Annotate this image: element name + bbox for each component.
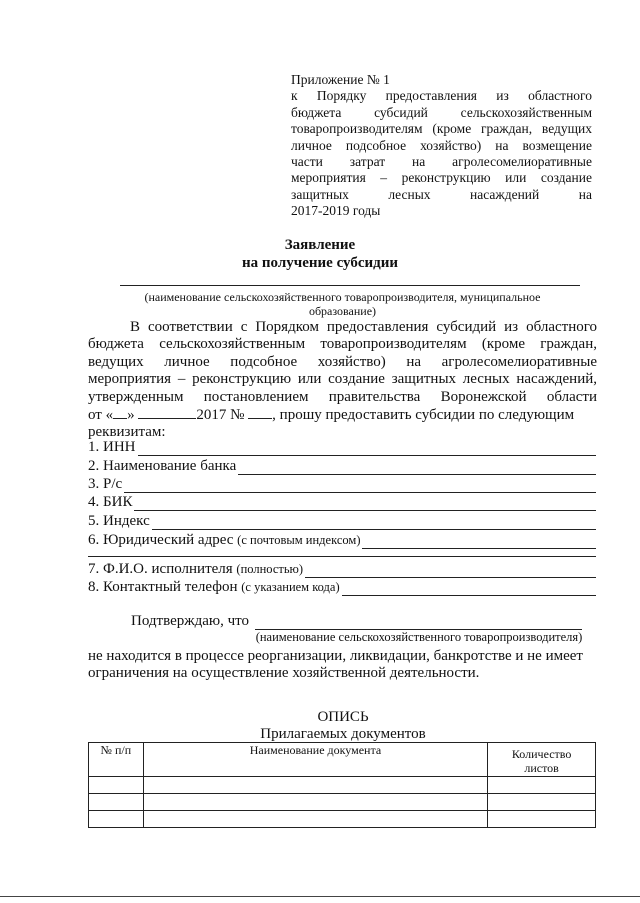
table-cell[interactable] bbox=[488, 811, 596, 828]
confirm-text-line: ограничения на осуществление хозяйственной деятельности. bbox=[88, 665, 480, 682]
applicant-caption bbox=[88, 290, 597, 318]
field-index-label: 5. Индекс bbox=[88, 513, 150, 529]
confirm-lead: Подтверждаю, что bbox=[131, 613, 250, 629]
inventory-header-row bbox=[89, 743, 596, 777]
field-bank-name-line[interactable] bbox=[238, 461, 596, 475]
field-legal-address-note: (с почтовым индексом) bbox=[237, 533, 361, 547]
col-count-header-line: листов bbox=[524, 761, 559, 775]
appendix-text-line: личное подсобное хозяйство) на возмещение bbox=[291, 137, 592, 153]
field-account-label: 3. Р/с bbox=[88, 476, 123, 492]
request-paragraph bbox=[88, 319, 597, 442]
paragraph-line: бюджета сельскохозяйственным товаропроизводителям (кроме граждан, bbox=[88, 336, 597, 353]
col-name-header: Наименование документа bbox=[143, 743, 487, 777]
confirm-text bbox=[88, 648, 597, 683]
date-close-quote: » bbox=[127, 407, 135, 424]
day-blank[interactable] bbox=[113, 406, 127, 419]
paragraph-line: реквизитам: bbox=[88, 424, 166, 441]
applicant-caption-line: образование) bbox=[308, 304, 377, 318]
field-executor-name[interactable] bbox=[88, 561, 596, 578]
field-inn-line[interactable] bbox=[138, 442, 597, 456]
decree-number-blank[interactable] bbox=[248, 406, 272, 419]
confirm-producer-line[interactable] bbox=[255, 616, 582, 630]
appendix-text-line: мероприятия – реконструкцию или создание bbox=[291, 170, 592, 186]
table-cell[interactable] bbox=[143, 794, 487, 811]
appendix-text-line: к Порядку предоставления из областного bbox=[291, 88, 592, 104]
table-cell[interactable] bbox=[89, 811, 144, 828]
paragraph-line: мероприятия – реконструкцию или создание защитных лесных насаждений, bbox=[88, 371, 597, 388]
field-index[interactable] bbox=[88, 513, 596, 530]
table-cell[interactable] bbox=[488, 794, 596, 811]
field-bik[interactable] bbox=[88, 494, 596, 511]
paragraph-line-date bbox=[88, 406, 597, 424]
inventory-title: ОПИСЬ bbox=[317, 709, 369, 725]
col-count-header bbox=[488, 743, 596, 777]
confirm-text-line: не находится в процессе реорганизации, ликвидации, банкротстве и не имеет bbox=[88, 648, 583, 664]
month-blank[interactable] bbox=[138, 406, 196, 419]
table-row[interactable] bbox=[89, 794, 596, 811]
col-number-header: № п/п bbox=[89, 743, 144, 777]
document-subtitle: на получение субсидии bbox=[242, 255, 398, 271]
paragraph-line-end: , прошу предоставить субсидии по следующим bbox=[272, 407, 575, 424]
paragraph-line: утвержденным постановлением правительства Воронежской области bbox=[88, 388, 597, 405]
table-cell[interactable] bbox=[89, 777, 144, 794]
field-bank-name[interactable] bbox=[88, 458, 596, 475]
field-bik-label: 4. БИК bbox=[88, 494, 133, 510]
field-phone-label: 8. Контактный телефон bbox=[88, 579, 238, 595]
field-legal-address-extra-line[interactable] bbox=[88, 546, 596, 557]
appendix-text-line: бюджета субсидий сельскохозяйственным bbox=[291, 104, 592, 120]
appendix-number: Приложение № 1 bbox=[291, 72, 390, 87]
field-inn[interactable] bbox=[88, 439, 596, 456]
table-row[interactable] bbox=[89, 777, 596, 794]
field-executor-name-label: 7. Ф.И.О. исполнителя bbox=[88, 561, 233, 577]
field-legal-address-label: 6. Юридический адрес bbox=[88, 532, 234, 548]
field-executor-name-note: (полностью) bbox=[236, 562, 304, 576]
table-cell[interactable] bbox=[143, 811, 487, 828]
field-executor-name-line[interactable] bbox=[305, 564, 596, 578]
field-phone-line[interactable] bbox=[342, 582, 596, 596]
field-phone-note: (с указанием кода) bbox=[241, 580, 340, 594]
paragraph-line: В соответствии с Порядком предоставления субсидий из областного bbox=[130, 319, 597, 335]
inventory-table bbox=[88, 742, 596, 828]
table-cell[interactable] bbox=[89, 794, 144, 811]
appendix-years: 2017-2019 годы bbox=[291, 203, 381, 219]
document-title: Заявление bbox=[284, 237, 356, 253]
field-phone[interactable] bbox=[88, 579, 596, 596]
confirm-line bbox=[131, 613, 597, 630]
date-open-quote: от « bbox=[88, 407, 114, 424]
year-number-label: 2017 № bbox=[196, 407, 245, 424]
field-bik-line[interactable] bbox=[134, 497, 596, 511]
applicant-caption-line: (наименование сельскохозяйственного товаропроизводителя, муниципальное bbox=[144, 290, 541, 304]
field-index-line[interactable] bbox=[152, 516, 596, 530]
confirm-caption: (наименование сельскохозяйственного товаропроизводителя) bbox=[255, 630, 583, 644]
inventory-subtitle: Прилагаемых документов bbox=[260, 726, 426, 742]
appendix-text-line: части затрат на агролесомелиоративные bbox=[291, 154, 592, 170]
appendix-block bbox=[291, 72, 592, 220]
appendix-text-line: товаропроизводителям (кроме граждан, ведущих bbox=[291, 121, 592, 137]
field-inn-label: 1. ИНН bbox=[88, 439, 136, 455]
applicant-name-line[interactable] bbox=[120, 275, 580, 286]
table-cell[interactable] bbox=[143, 777, 487, 794]
table-row[interactable] bbox=[89, 811, 596, 828]
paragraph-line: ведущих личное подсобное хозяйство) на агролесомелиоративные bbox=[88, 353, 597, 370]
table-cell[interactable] bbox=[488, 777, 596, 794]
col-count-header-line: Количество bbox=[511, 747, 572, 761]
field-account[interactable] bbox=[88, 476, 596, 493]
field-account-line[interactable] bbox=[124, 479, 596, 493]
appendix-text-line: защитных лесных насаждений на bbox=[291, 186, 592, 202]
field-bank-name-label: 2. Наименование банка bbox=[88, 458, 237, 474]
page-bottom-edge bbox=[0, 896, 640, 897]
